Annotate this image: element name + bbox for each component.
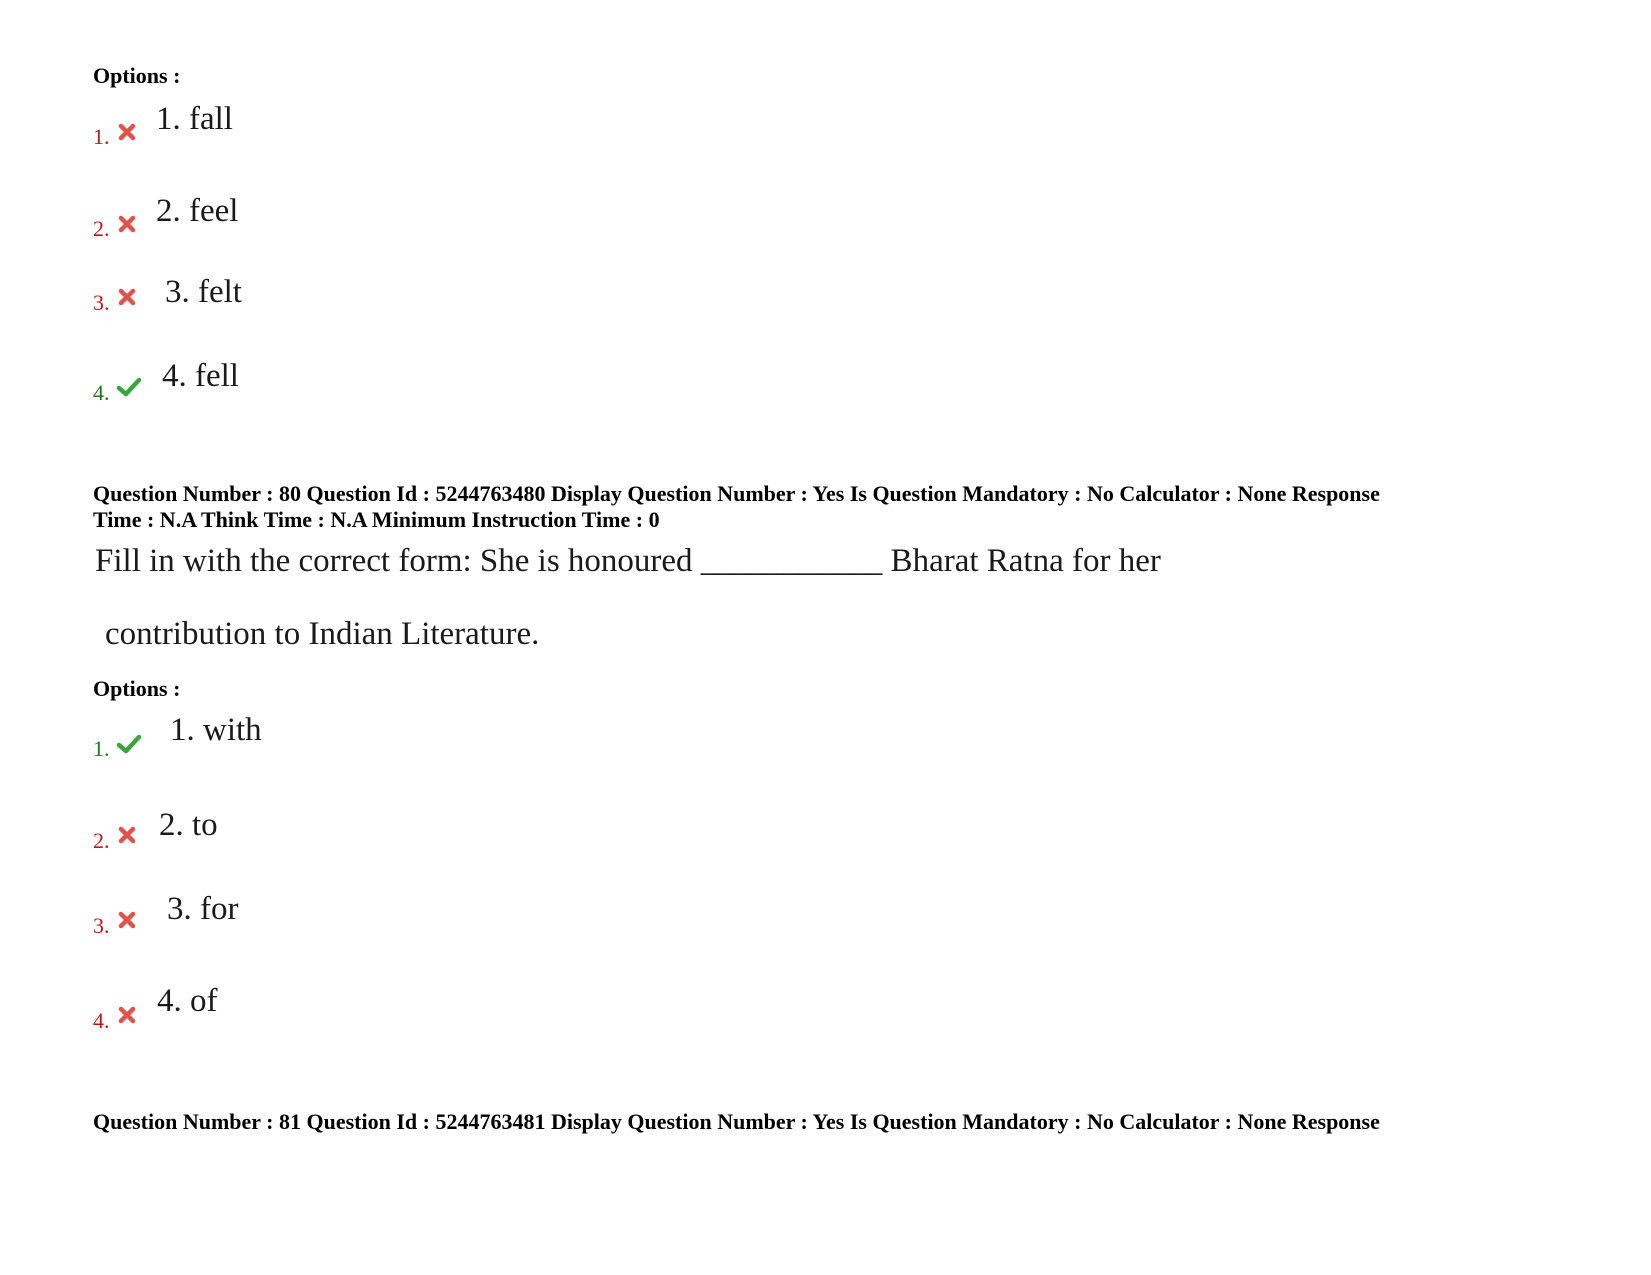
- cross-icon: [116, 213, 138, 235]
- cross-icon: [116, 286, 138, 308]
- option-number: 4.: [93, 380, 110, 405]
- question-text: contribution to Indian Literature.: [105, 616, 540, 652]
- option-text: 3. felt: [165, 274, 242, 310]
- options-label: Options :: [93, 676, 181, 701]
- option-number: 4.: [93, 1008, 110, 1033]
- option-text: 3. for: [167, 891, 239, 927]
- check-icon: [116, 733, 142, 755]
- option-text: 4. of: [157, 983, 218, 1019]
- option-number: 3.: [93, 290, 110, 315]
- option-number: 2.: [93, 828, 110, 853]
- option-text: 2. feel: [156, 193, 239, 229]
- check-icon: [116, 376, 142, 398]
- question-meta: Question Number : 80 Question Id : 5244763480 Display Question Number : Yes Is Question Mandatory : No Calculator : None Response: [93, 481, 1380, 506]
- cross-icon: [116, 121, 138, 143]
- question-meta: Time : N.A Think Time : N.A Minimum Instruction Time : 0: [93, 507, 660, 532]
- option-number: 1.: [93, 736, 110, 761]
- options-label: Options :: [93, 63, 181, 88]
- option-text: 1. with: [170, 712, 262, 748]
- option-text: 1. fall: [156, 101, 233, 137]
- cross-icon: [116, 824, 138, 846]
- question-meta: Question Number : 81 Question Id : 5244763481 Display Question Number : Yes Is Question Mandatory : No Calculator : None Response: [93, 1109, 1380, 1134]
- question-text: Fill in with the correct form: She is honoured ___________ Bharat Ratna for her: [95, 543, 1161, 579]
- option-text: 4. fell: [162, 358, 239, 394]
- option-number: 1.: [93, 124, 110, 149]
- option-number: 3.: [93, 913, 110, 938]
- option-number: 2.: [93, 216, 110, 241]
- option-text: 2. to: [159, 807, 218, 843]
- cross-icon: [116, 1004, 138, 1026]
- cross-icon: [116, 909, 138, 931]
